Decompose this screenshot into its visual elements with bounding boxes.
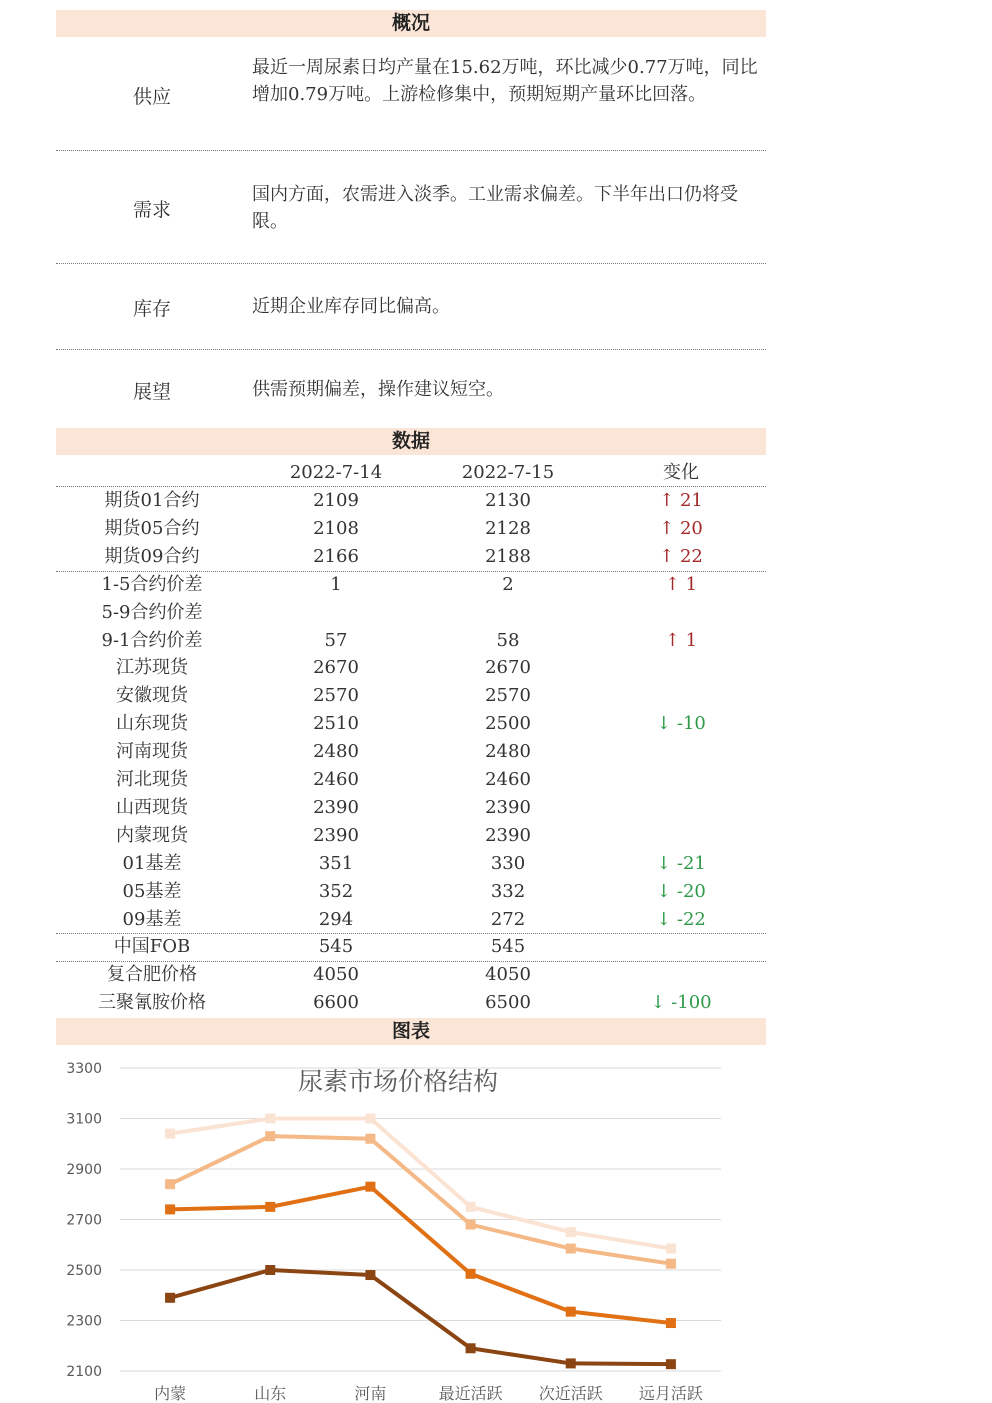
table-row bbox=[56, 682, 766, 710]
series-point bbox=[265, 1202, 275, 1212]
table-row bbox=[56, 933, 766, 961]
row-value-date2: 545 bbox=[490, 936, 526, 958]
table-row bbox=[56, 627, 766, 655]
series-line bbox=[170, 1136, 671, 1264]
series-point bbox=[466, 1202, 476, 1212]
table-row bbox=[56, 710, 766, 738]
row-change: ↓ -20 bbox=[656, 880, 706, 902]
row-value-date2: 2 bbox=[502, 573, 514, 595]
series-point bbox=[365, 1182, 375, 1192]
row-label: 河北现货 bbox=[116, 769, 188, 790]
summary-label-inventory: 库存 bbox=[132, 298, 171, 320]
series-point bbox=[165, 1179, 175, 1189]
divider bbox=[56, 571, 766, 572]
row-label: 三聚氰胺价格 bbox=[98, 992, 206, 1014]
column-header-date1: 2022-7-14 bbox=[289, 462, 383, 483]
row-value-date2: 6500 bbox=[485, 992, 531, 1014]
series-point bbox=[365, 1270, 375, 1280]
row-value-date1: 2166 bbox=[313, 545, 359, 567]
row-value-date2: 2130 bbox=[485, 490, 531, 511]
table-row bbox=[56, 654, 766, 682]
table-row bbox=[56, 794, 766, 822]
chart-title: 尿素市场价格结构 bbox=[297, 1067, 499, 1096]
y-tick-label: 2700 bbox=[66, 1212, 102, 1229]
row-label: 1-5合约价差 bbox=[101, 573, 203, 595]
series-line bbox=[170, 1187, 671, 1323]
row-label: 江苏现货 bbox=[116, 657, 188, 679]
summary-label-demand: 需求 bbox=[132, 199, 171, 221]
series-point bbox=[666, 1318, 676, 1328]
series-point bbox=[466, 1269, 476, 1279]
series-point bbox=[566, 1227, 576, 1237]
row-change: ↑ 20 bbox=[659, 517, 703, 539]
row-value-date1: 352 bbox=[318, 880, 354, 902]
divider bbox=[56, 961, 766, 962]
summary-text-inventory: 近期企业库存同比偏高。 bbox=[252, 296, 450, 317]
table-row bbox=[56, 599, 766, 627]
row-label: 01基差 bbox=[122, 852, 182, 874]
y-tick-label: 3100 bbox=[66, 1111, 102, 1128]
row-label: 09基差 bbox=[122, 908, 182, 930]
row-value-date2: 332 bbox=[490, 880, 526, 902]
row-value-date1: 2109 bbox=[313, 490, 359, 511]
row-value-date1: 294 bbox=[318, 908, 354, 930]
table-row bbox=[56, 738, 766, 766]
table-row bbox=[56, 850, 766, 878]
row-value-date2: 2390 bbox=[485, 824, 531, 846]
summary-text-outlook: 供需预期偏差，操作建议短空。 bbox=[252, 379, 504, 400]
row-label: 期货01合约 bbox=[104, 490, 200, 511]
row-value-date1: 2570 bbox=[313, 685, 359, 707]
row-value-date2: 4050 bbox=[485, 964, 531, 986]
divider bbox=[56, 150, 766, 151]
row-value-date1: 2390 bbox=[313, 796, 359, 818]
series-point bbox=[566, 1358, 576, 1368]
table-row bbox=[56, 571, 766, 599]
x-tick-label: 河南 bbox=[354, 1384, 387, 1403]
row-value-date1: 2510 bbox=[313, 713, 359, 735]
y-tick-label: 2900 bbox=[66, 1162, 102, 1178]
row-label: 内蒙现货 bbox=[116, 824, 188, 846]
summary-text-supply: 最近一周尿素日均产量在15.62万吨，环比减少0.77万吨，同比增加0.79万吨。上游检修集中，预期短期产量环比回落。 bbox=[252, 57, 758, 105]
table-row bbox=[56, 543, 766, 571]
divider bbox=[56, 263, 766, 264]
table-header-row bbox=[56, 459, 766, 487]
series-point bbox=[365, 1114, 375, 1124]
row-value-date2: 2500 bbox=[485, 713, 531, 735]
row-value-date1: 2670 bbox=[313, 657, 359, 679]
series-point bbox=[666, 1259, 676, 1269]
y-tick-label: 2300 bbox=[66, 1313, 102, 1330]
row-value-date2: 2188 bbox=[485, 545, 531, 567]
series-point bbox=[365, 1134, 375, 1144]
row-change: ↓ -100 bbox=[650, 992, 712, 1014]
row-value-date2: 2670 bbox=[485, 657, 531, 679]
row-value-date1: 2480 bbox=[313, 741, 359, 763]
row-change: ↑ 21 bbox=[659, 490, 703, 511]
row-value-date1: 545 bbox=[318, 936, 354, 958]
x-tick-label: 山东 bbox=[254, 1384, 287, 1403]
row-value-date1: 351 bbox=[318, 852, 354, 874]
table-row bbox=[56, 487, 766, 515]
x-tick-label: 远月活跃 bbox=[638, 1384, 703, 1403]
table-row bbox=[56, 515, 766, 543]
y-tick-label: 2100 bbox=[66, 1364, 102, 1380]
series-point bbox=[666, 1244, 676, 1254]
row-value-date1: 1 bbox=[330, 573, 342, 595]
row-label: 9-1合约价差 bbox=[101, 629, 203, 651]
row-value-date2: 2570 bbox=[485, 685, 531, 707]
series-point bbox=[566, 1244, 576, 1254]
row-change: ↑ 1 bbox=[664, 629, 698, 651]
x-tick-label: 内蒙 bbox=[154, 1384, 187, 1403]
row-label: 复合肥价格 bbox=[107, 964, 197, 986]
summary-text-demand: 国内方面，农需进入淡季。工业需求偏差。下半年出口仍将受限。 bbox=[252, 184, 738, 232]
row-value-date1: 6600 bbox=[313, 992, 359, 1014]
divider bbox=[56, 349, 766, 350]
data-header: 数据 bbox=[56, 428, 766, 455]
series-point bbox=[265, 1114, 275, 1124]
row-change: ↑ 22 bbox=[659, 545, 703, 567]
row-label: 河南现货 bbox=[116, 741, 188, 763]
x-tick-label: 最近活跃 bbox=[438, 1384, 503, 1403]
table-row bbox=[56, 766, 766, 794]
series-point bbox=[265, 1265, 275, 1275]
row-value-date1: 4050 bbox=[313, 964, 359, 986]
row-value-date2: 2390 bbox=[485, 796, 531, 818]
column-header-change: 变化 bbox=[663, 462, 699, 483]
row-value-date2: 2460 bbox=[485, 769, 531, 790]
summary-label-supply: 供应 bbox=[132, 86, 171, 108]
row-value-date1: 2108 bbox=[313, 517, 359, 539]
row-label: 中国FOB bbox=[113, 936, 191, 958]
row-label: 期货05合约 bbox=[104, 517, 200, 539]
column-header-date2: 2022-7-15 bbox=[461, 462, 555, 483]
series-point bbox=[466, 1220, 476, 1230]
series-point bbox=[466, 1343, 476, 1353]
row-change: ↓ -10 bbox=[656, 713, 706, 735]
chart-header: 图表 bbox=[56, 1018, 766, 1045]
summary-label-outlook: 展望 bbox=[132, 381, 171, 403]
row-value-date2: 2128 bbox=[485, 517, 531, 539]
row-value-date2: 2480 bbox=[485, 741, 531, 763]
x-tick-label: 次近活跃 bbox=[538, 1384, 603, 1403]
row-label: 05基差 bbox=[122, 880, 182, 902]
row-value-date1: 57 bbox=[324, 629, 348, 651]
row-label: 山东现货 bbox=[116, 713, 188, 735]
price-structure-chart bbox=[56, 1048, 736, 1403]
series-point bbox=[566, 1307, 576, 1317]
table-row bbox=[56, 906, 766, 934]
series-point bbox=[165, 1293, 175, 1303]
series-point bbox=[165, 1204, 175, 1214]
row-label: 5-9合约价差 bbox=[101, 601, 203, 623]
row-change: ↓ -21 bbox=[656, 852, 706, 874]
divider bbox=[56, 933, 766, 934]
y-tick-label: 3300 bbox=[66, 1061, 102, 1077]
table-row bbox=[56, 822, 766, 850]
row-label: 山西现货 bbox=[116, 796, 188, 818]
row-value-date2: 58 bbox=[496, 629, 520, 651]
series-point bbox=[666, 1359, 676, 1369]
row-value-date2: 272 bbox=[490, 908, 526, 930]
row-value-date2: 330 bbox=[490, 852, 526, 874]
series-line bbox=[170, 1270, 671, 1364]
row-label: 期货09合约 bbox=[104, 545, 200, 567]
y-tick-label: 2500 bbox=[66, 1263, 102, 1279]
table-row bbox=[56, 878, 766, 906]
row-label: 安徽现货 bbox=[116, 685, 188, 707]
row-value-date1: 2460 bbox=[313, 769, 359, 790]
table-row bbox=[56, 989, 766, 1017]
row-value-date1: 2390 bbox=[313, 824, 359, 846]
series-point bbox=[265, 1131, 275, 1141]
row-change: ↓ -22 bbox=[656, 908, 706, 930]
series-point bbox=[165, 1129, 175, 1139]
summary-header: 概况 bbox=[56, 10, 766, 37]
row-change: ↑ 1 bbox=[664, 573, 698, 595]
table-row bbox=[56, 961, 766, 989]
